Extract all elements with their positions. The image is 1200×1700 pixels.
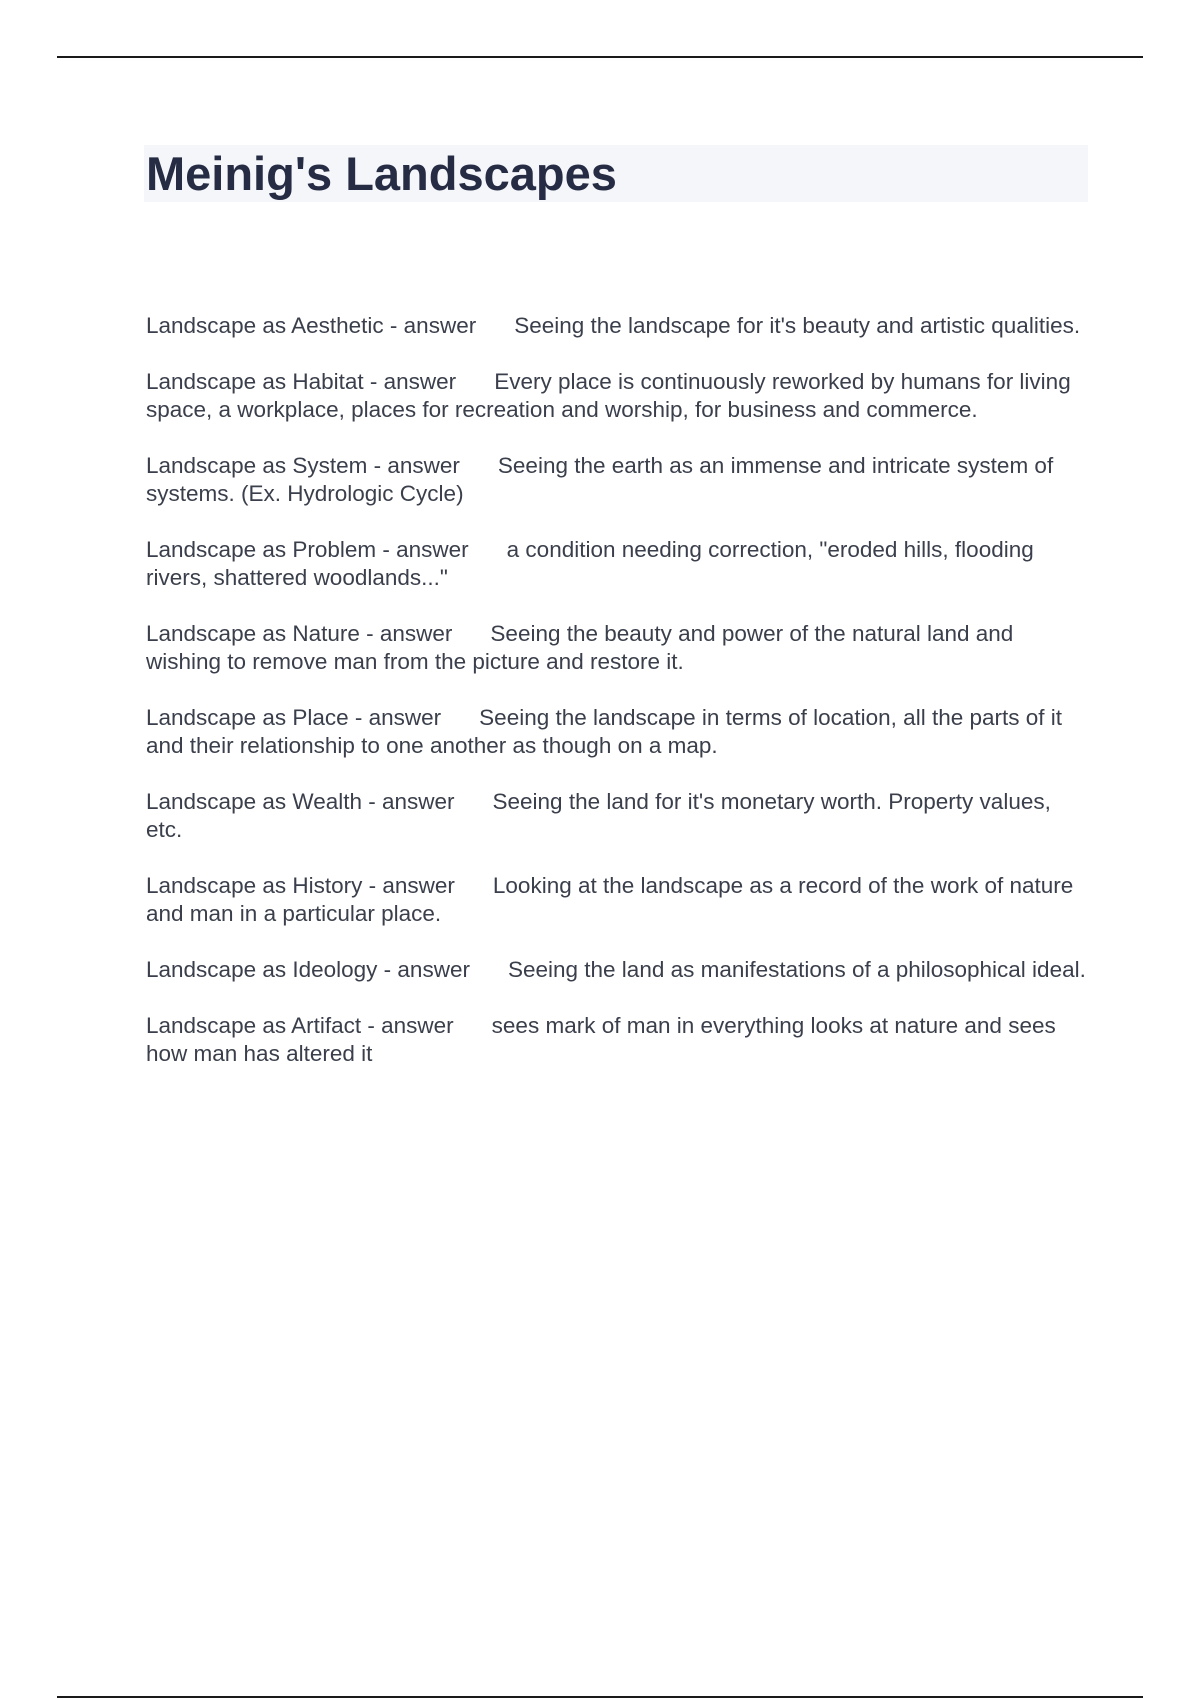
flashcard-term: Landscape as Wealth - answer [146,789,455,814]
flashcard-definition: Looking at the landscape as a record of the work of nature and man in a particular place. [146,873,1074,926]
flashcard-definition: a condition needing correction, "eroded hills, flooding rivers, shattered woodlands..." [146,537,1034,590]
flashcard-entry [146,1012,1090,1068]
flashcard-entry [146,368,1090,424]
flashcard-entry [146,536,1090,592]
flashcard-term: Landscape as Habitat - answer [146,369,457,394]
flashcard-term: Landscape as Ideology - answer [146,957,470,982]
flashcard-definition: Seeing the land for it's monetary worth. Property values, etc. [146,789,1051,842]
flashcard-definition: Seeing the landscape in terms of location, all the parts of it and their relationship to one another as though on a map. [146,705,1063,758]
flashcard-term: Landscape as Artifact - answer [146,1013,454,1038]
flashcard-entry [146,620,1090,676]
flashcard-entry [146,704,1090,760]
flashcard-definition: sees mark of man in everything looks at nature and sees how man has altered it [146,1013,1056,1066]
flashcard-definition: Seeing the beauty and power of the natural land and wishing to remove man from the picture and restore it. [146,621,1014,674]
flashcard-list [146,312,1090,1096]
flashcard-term: Landscape as Place - answer [146,705,442,730]
flashcard-term: Landscape as Nature - answer [146,621,453,646]
page-title: Meinig's Landscapes [146,147,617,200]
bottom-rule [57,1696,1143,1698]
flashcard-term: Landscape as Aesthetic - answer [146,313,477,338]
flashcard-entry [146,956,1090,984]
flashcard-entry [146,452,1090,508]
flashcard-entry [146,312,1090,340]
flashcard-term: Landscape as History - answer [146,873,455,898]
flashcard-definition: Seeing the landscape for it's beauty and artistic qualities. [514,313,1081,338]
flashcard-definition: Seeing the earth as an immense and intricate system of systems. (Ex. Hydrologic Cycle) [146,453,1054,506]
flashcard-entry [146,788,1090,844]
flashcard-definition: Every place is continuously reworked by humans for living space, a workplace, places for recreation and worship, for business and commerce. [146,369,1071,422]
flashcard-definition: Seeing the land as manifestations of a philosophical ideal. [507,957,1086,982]
top-rule [57,56,1143,58]
flashcard-term: Landscape as Problem - answer [146,537,469,562]
flashcard-term: Landscape as System - answer [146,453,460,478]
flashcard-entry [146,872,1090,928]
